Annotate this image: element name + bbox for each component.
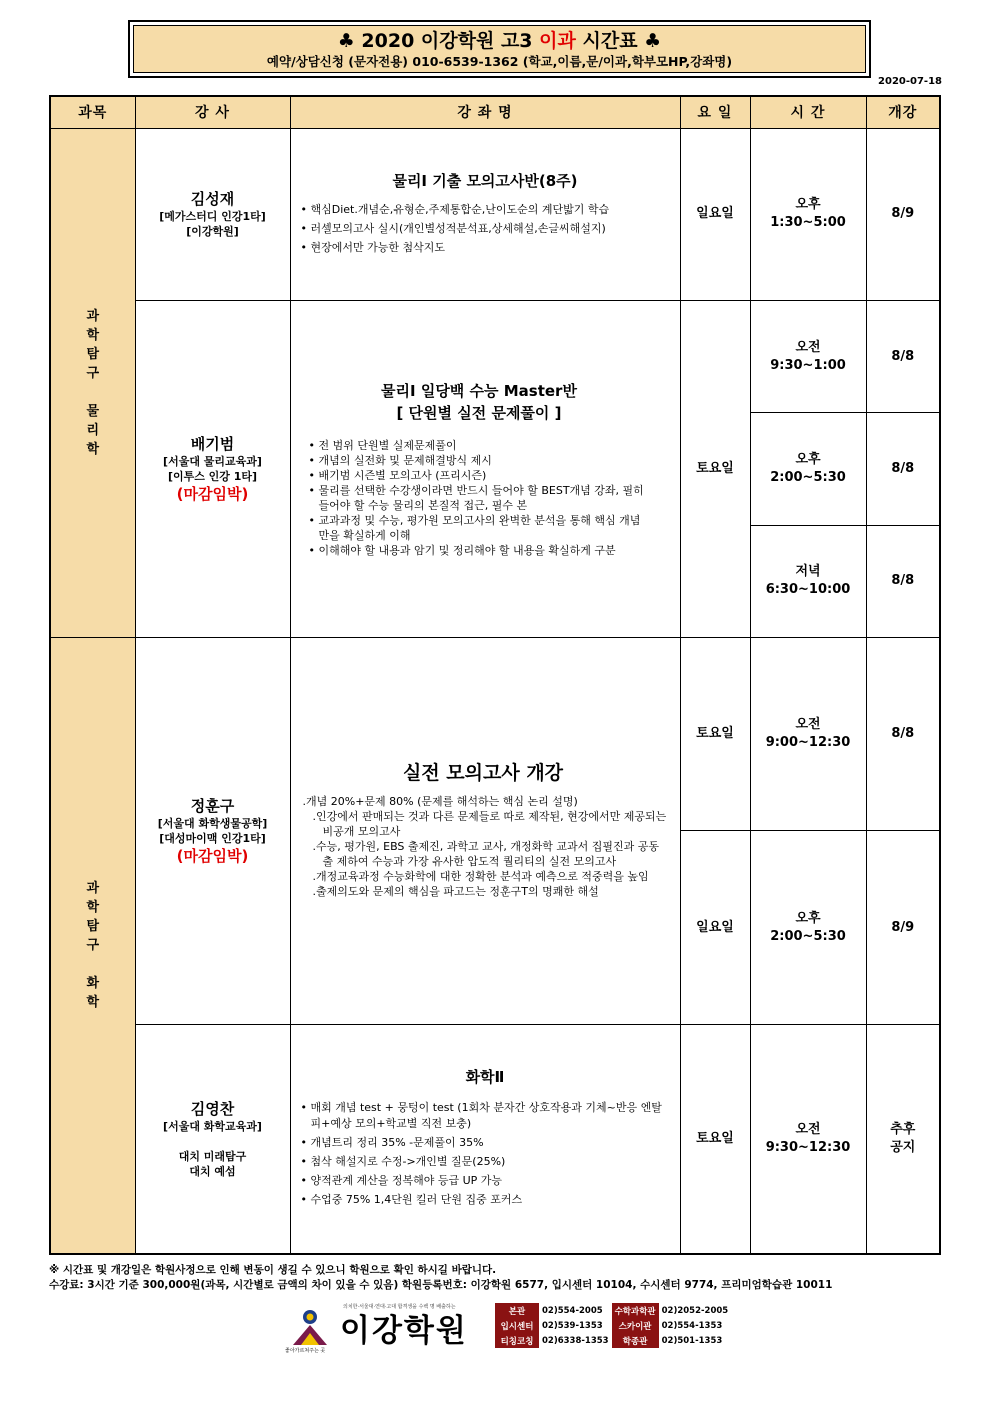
table-row: [50, 128, 940, 300]
time-label: 오후: [795, 910, 821, 926]
logo-mark-icon: [285, 1307, 335, 1347]
time-cell: [750, 1024, 866, 1254]
open-date: 8/9: [866, 128, 940, 300]
course-bullet: • 핵심Diet.개념순,유형순,주제통합순,난이도순의 계단밟기 학습: [300, 202, 610, 216]
col-open: 개강: [866, 96, 940, 128]
closing-soon-badge: (마감임박): [176, 484, 249, 503]
teacher-credential: [이투스 인강 1타]: [167, 469, 258, 483]
course-cell: [290, 637, 680, 1024]
contact-row: [495, 1333, 731, 1348]
course-cell: [290, 1024, 680, 1254]
open-date: 8/8: [866, 525, 940, 637]
logo-tagline: 의치한·서울대·연대·고대 합격생을 수백 명 배출하는: [343, 1304, 456, 1310]
time-range: 2:00~5:30: [770, 928, 846, 944]
schedule-table: [49, 95, 941, 1255]
course-title: 물리Ⅰ 일당백 수능 Master반: [381, 381, 577, 400]
course-title: 물리Ⅰ 기출 모의고사반(8주): [392, 171, 578, 190]
contact-number: 02)554-1353: [661, 1320, 723, 1331]
course-bullet: • 배기범 시즌별 모의고사 (프리시즌): [308, 468, 487, 482]
contact-label: 스카이관: [612, 1318, 659, 1333]
title-banner: [128, 20, 871, 78]
course-bullet: • 매회 개념 test + 뭉텅이 test (1회차 분자간 상호작용과 기체~반응 엔탈피+예상 모의+학교별 직전 보충): [300, 1101, 662, 1131]
teacher-name: 정훈구: [190, 796, 235, 815]
course-bullet: .개정교육과정 수능화학에 대한 정확한 분석과 예측으로 적중력을 높임: [312, 870, 649, 884]
open-date: 8/8: [866, 301, 940, 413]
date-stamp: 2020-07-18: [878, 76, 942, 87]
course-bullet: • 개념트리 정리 35% -문제풀이 35%: [300, 1136, 484, 1150]
course-bullet: • 교과과정 및 수능, 평가원 모의고사의 완벽한 분석을 통해 핵심 개념만을 확실하게 이해: [308, 513, 641, 542]
time-label: 오후: [795, 451, 821, 467]
time-label: 오후: [795, 197, 821, 213]
teacher-credential: 대치 미래탐구: [178, 1149, 247, 1163]
day-cell: 토요일: [680, 1024, 750, 1254]
teacher-credential: [서울대 화학생물공학]: [157, 816, 268, 830]
logo-subtext: 좋아가르쳐주는 곳: [285, 1348, 326, 1354]
course-bullet: .개념 20%+문제 80% (문제를 해석하는 핵심 논리 설명): [302, 795, 578, 809]
contact-label: 티칭코칭: [495, 1333, 539, 1348]
course-bullet: • 러셀모의고사 실시(개인별성적분석표,상세해설,손글씨해설지): [300, 221, 606, 235]
time-label: 오전: [795, 1121, 821, 1137]
time-label: 오전: [795, 339, 821, 355]
course-bullet: .수능, 평가원, EBS 출제진, 과학고 교사, 개정화학 교과서 집필진과 공동 출 제하여 수능과 가장 유사한 압도적 퀄리티의 실전 모의고사: [312, 840, 660, 869]
teacher-cell: [135, 301, 290, 638]
contact-label: 입시센터: [495, 1318, 539, 1333]
time-range: 9:00~12:30: [765, 735, 851, 751]
teacher-name: 김영찬: [190, 1099, 235, 1118]
time-cell: [750, 128, 866, 300]
academy-logo: [285, 1303, 495, 1355]
time-cell: [750, 525, 866, 637]
footer-notes: [49, 1263, 832, 1293]
course-bullet: • 이해해야 할 내용과 암기 및 정리해야 할 내용을 확실하게 구분: [308, 543, 616, 557]
course-bullet: • 물리를 선택한 수강생이라면 반드시 들어야 할 BEST개념 강좌, 필히 들어야 할 수능 물리의 본질적 접근, 필수 본: [308, 483, 644, 512]
contact-table: [495, 1303, 731, 1348]
course-bullet: .출제의도와 문제의 핵심을 파고드는 정훈구T의 명쾌한 해설: [312, 885, 599, 899]
time-cell: [750, 831, 866, 1025]
contact-subtitle: 예약/상담신청 (문자전용) 010-6539-1362 (학교,이름,문/이과,학부모HP,강좌명): [266, 54, 733, 69]
teacher-cell: [135, 637, 290, 1024]
footer-fee: 수강료: 3시간 기준 300,000원(과목, 시간별로 금액의 차이 있을 수 있음) 학원등록번호: 이강학원 6577, 입시센터 10104, 수시센터 9774, 프리미엄학습관 10011: [49, 1279, 833, 1291]
col-subject: 과목: [50, 96, 135, 128]
course-title: 화학Ⅱ: [465, 1068, 505, 1087]
open-date: 8/9: [866, 831, 940, 1025]
table-row: [50, 637, 940, 831]
open-date: 추후 공지: [866, 1024, 940, 1254]
course-bullet: • 첨삭 해설지로 수정->개인별 질문(25%): [300, 1155, 506, 1169]
time-range: 9:30~1:00: [770, 357, 846, 373]
teacher-credential: [메가스터디 인강1타]: [159, 210, 266, 224]
contact-number: 02)539-1353: [542, 1320, 603, 1331]
table-row: [50, 301, 940, 413]
table-row: [50, 1024, 940, 1254]
course-cell: [290, 128, 680, 300]
contact-row: [495, 1303, 731, 1318]
col-time: 시 간: [750, 96, 866, 128]
contact-row: [495, 1318, 731, 1333]
subject-chemistry: 과 학 탐 구 화 학: [50, 637, 135, 1254]
time-range: 9:30~12:30: [765, 1139, 851, 1155]
day-cell: 일요일: [680, 128, 750, 300]
day-cell: 토요일: [680, 637, 750, 831]
time-range: 1:30~5:00: [770, 215, 846, 231]
teacher-credential: 대치 예섬: [189, 1164, 236, 1178]
course-bullet: • 수업중 75% 1,4단원 킬러 단원 집중 포커스: [300, 1193, 523, 1207]
open-date: 8/8: [866, 413, 940, 525]
teacher-credential: [대성마이맥 인강1타]: [159, 831, 266, 845]
course-cell: [290, 301, 680, 638]
logo-name: 이강학원: [340, 1313, 468, 1349]
time-label: 오전: [795, 717, 821, 733]
closing-soon-badge: (마감임박): [176, 846, 249, 865]
header-row: [50, 96, 940, 128]
course-subtitle: [ 단원별 실전 문제풀이 ]: [396, 403, 562, 422]
day-cell: 토요일: [680, 301, 750, 638]
time-cell: [750, 637, 866, 831]
course-bullet: .인강에서 판매되는 것과 다른 문제들로 따로 제작된, 현강에서만 제공되는 비공개 모의고사: [312, 810, 667, 839]
col-teacher: 강 사: [135, 96, 290, 128]
course-bullet: • 현장에서만 가능한 첨삭지도: [300, 240, 445, 254]
course-bullet: • 양적관계 계산을 정복해야 등급 UP 가능: [300, 1174, 503, 1188]
teacher-cell: [135, 1024, 290, 1254]
contact-number: 02)2052-2005: [661, 1305, 729, 1316]
teacher-cell: [135, 128, 290, 300]
contact-label: 학종관: [612, 1333, 659, 1348]
teacher-credential: [이강학원]: [186, 225, 239, 239]
teacher-credential: [서울대 물리교육과]: [163, 454, 262, 468]
teacher-credential: [136, 1134, 290, 1149]
open-date: 8/8: [866, 637, 940, 831]
course-bullet: • 전 범위 단원별 실제문제풀이: [308, 438, 457, 452]
course-bullet: • 개념의 실전화 및 문제해결방식 제시: [308, 453, 492, 467]
time-cell: [750, 413, 866, 525]
contact-number: 02)6338-1353: [542, 1335, 609, 1346]
contact-label: 본관: [495, 1303, 539, 1318]
teacher-name: 김성재: [190, 190, 235, 209]
contact-label: 수학과학관: [612, 1303, 659, 1318]
day-cell: 일요일: [680, 831, 750, 1025]
time-range: 2:00~5:30: [770, 469, 846, 485]
col-day: 요 일: [680, 96, 750, 128]
time-cell: [750, 301, 866, 413]
contact-number: 02)501-1353: [661, 1335, 723, 1346]
teacher-credential: [서울대 화학교육과]: [163, 1119, 262, 1133]
time-label: 저녁: [795, 564, 821, 580]
footer-note: ※ 시간표 및 개강일은 학원사정으로 인해 변동이 생길 수 있으니 학원으로 확인 하시길 바랍니다.: [49, 1264, 497, 1276]
page-title: ♣ 2020 이강학원 고3 이과 시간표 ♣: [337, 30, 662, 52]
subject-physics: 과 학 탐 구 물 리 학: [50, 128, 135, 637]
teacher-name: 배기범: [190, 434, 235, 453]
contact-number: 02)554-2005: [542, 1305, 603, 1316]
time-range: 6:30~10:00: [765, 582, 851, 598]
course-title: 실전 모의고사 개강: [402, 762, 564, 785]
col-course: 강 좌 명: [290, 96, 680, 128]
